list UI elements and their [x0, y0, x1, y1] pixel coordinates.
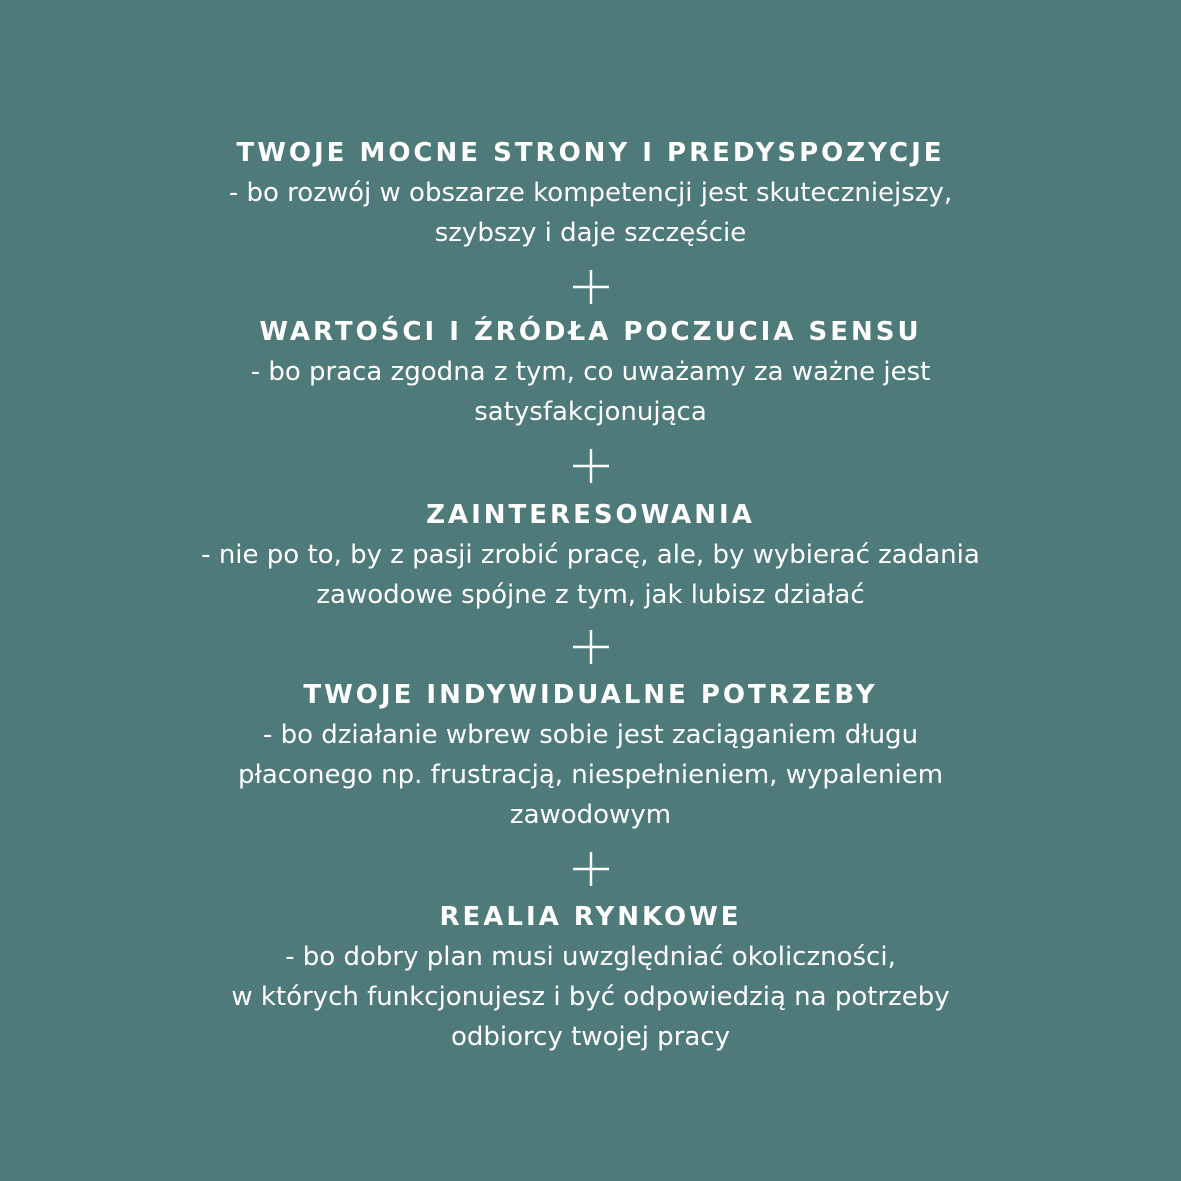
plus-icon	[572, 628, 610, 666]
section-description-line: - nie po to, by z pasji zrobić pracę, ale, by wybierać zadania	[201, 540, 980, 570]
section-description-line: odbiorcy twojej pracy	[451, 1022, 730, 1052]
section-description-line: szybszy i daje szczęście	[434, 218, 747, 248]
section-heading: TWOJE INDYWIDUALNE POTRZEBY	[303, 680, 878, 710]
section-values	[0, 312, 1181, 432]
section-description-line: w których funkcjonujesz i być odpowiedzią na potrzeby	[231, 982, 950, 1012]
plus-icon	[572, 447, 610, 485]
section-description-line: - bo praca zgodna z tym, co uważamy za ważne jest	[250, 357, 931, 387]
section-description-line: - bo dobry plan musi uwzględniać okoliczności,	[285, 942, 896, 972]
section-description-line: płaconego np. frustracją, niespełnieniem, wypaleniem	[237, 760, 944, 790]
section-needs	[0, 675, 1181, 835]
section-market	[0, 897, 1181, 1057]
plus-icon	[572, 268, 610, 306]
section-heading: TWOJE MOCNE STRONY I PREDYSPOZYCJE	[236, 138, 945, 168]
section-description-line: - bo rozwój w obszarze kompetencji jest skuteczniejszy,	[228, 178, 953, 208]
section-interests	[0, 495, 1181, 615]
section-description-line: zawodowe spójne z tym, jak lubisz działać	[316, 580, 865, 610]
section-description-line: zawodowym	[509, 800, 672, 830]
section-description-line: satysfakcjonująca	[474, 397, 707, 427]
section-description-line: - bo działanie wbrew sobie jest zaciąganiem długu	[262, 720, 919, 750]
section-heading: WARTOŚCI I ŹRÓDŁA POCZUCIA SENSU	[259, 317, 922, 347]
plus-icon	[572, 850, 610, 888]
section-strengths	[0, 133, 1181, 253]
section-heading: ZAINTERESOWANIA	[426, 500, 755, 530]
section-heading: REALIA RYNKOWE	[439, 902, 742, 932]
